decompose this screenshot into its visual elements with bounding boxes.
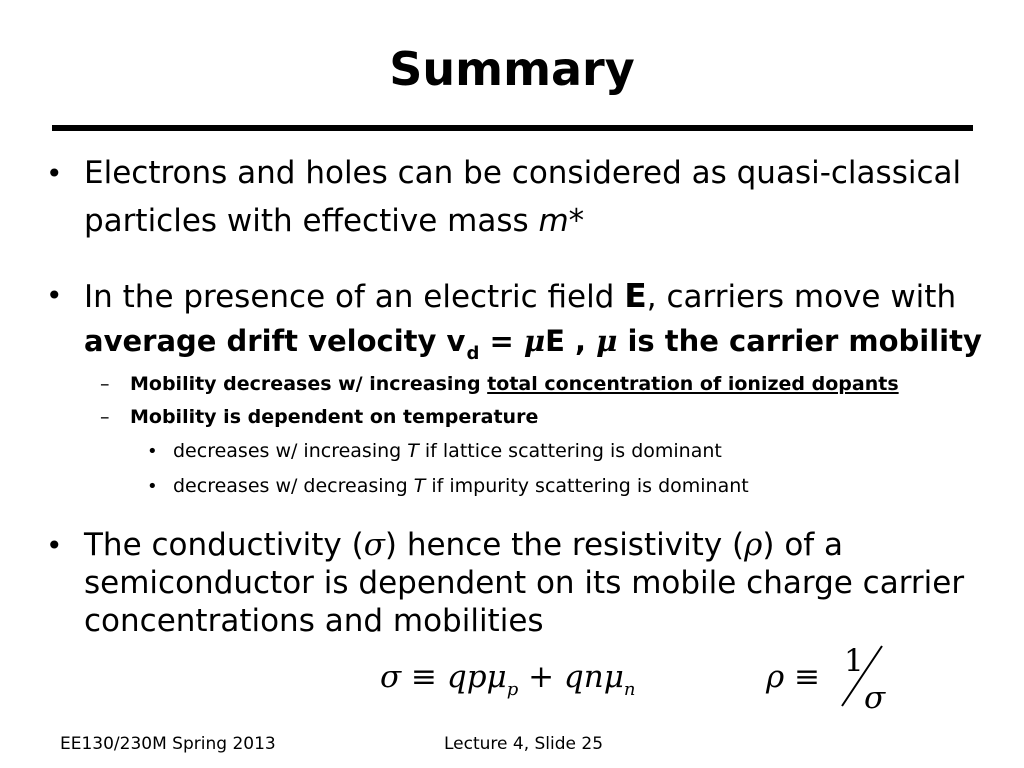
footer-slide-number: Lecture 4, Slide 25	[444, 734, 604, 754]
sub-sub-bullet-1-pre: decreases w/ increasing	[173, 440, 408, 462]
electric-field-symbol: E	[624, 276, 647, 315]
drift-subscript: d	[466, 343, 480, 364]
mu-symbol: μ	[523, 324, 546, 358]
drift-velocity-text: average drift velocity v	[84, 324, 466, 358]
bullet-3-post: ) of a	[762, 527, 844, 563]
rho-symbol: ρ	[744, 527, 763, 563]
effective-mass-symbol: m*	[538, 203, 585, 239]
resistivity-formula	[766, 659, 821, 695]
p-subscript: p	[506, 679, 519, 700]
sigma-symbol: σ	[363, 527, 385, 563]
resistivity-denominator: σ	[864, 680, 886, 716]
sub-sub-bullet-2-post: if impurity scattering is dominant	[425, 475, 749, 497]
bullet-1-text: particles with effective mass	[84, 203, 539, 239]
sub-sub-bullet-2	[173, 476, 749, 497]
bullet-1-line-2	[84, 204, 584, 238]
bullet-2-text: In the presence of an electric field	[84, 279, 625, 315]
bullet-3-pre: The conductivity (	[84, 527, 364, 563]
mu-symbol: μ	[596, 324, 618, 358]
resistivity-numerator: 1	[844, 643, 864, 679]
bullet-1-line-1: Electrons and holes can be considered as quasi-classical	[84, 155, 962, 191]
bullet-marker: •	[46, 279, 63, 312]
conductivity-mid: + qnμ	[518, 659, 624, 695]
bullet-3-line-1	[84, 528, 843, 562]
bullet-2-line-1	[84, 278, 956, 314]
footer-course: EE130/230M Spring 2013	[60, 734, 276, 754]
bullet-3-line-3: concentrations and mobilities	[84, 603, 544, 639]
n-subscript: n	[623, 679, 636, 700]
sub-sub-bullet-2-pre: decreases w/ decreasing	[173, 475, 414, 497]
resistivity-lhs: ρ ≡	[766, 659, 821, 695]
equals-sign: =	[479, 324, 524, 358]
sub-sub-bullet-1	[173, 441, 722, 462]
bullet-3-line-2: semiconductor is dependent on its mobile charge carrier	[84, 565, 965, 601]
conductivity-lhs: σ ≡ qpμ	[380, 659, 507, 695]
conductivity-formula	[380, 659, 636, 700]
bullet-2-tail: , carriers move with	[646, 279, 957, 315]
bullet-marker: •	[46, 529, 63, 562]
bullet-marker: •	[147, 441, 158, 462]
dash-marker: –	[100, 373, 110, 395]
sub-bullet-2: Mobility is dependent on temperature	[130, 406, 539, 428]
bullet-3-mid: ) hence the resistivity (	[384, 527, 745, 563]
temperature-symbol: T	[407, 440, 419, 462]
mobility-text: is the carrier mobility	[617, 324, 982, 358]
sub-bullet-1	[130, 374, 899, 395]
bullet-marker: •	[46, 157, 63, 190]
sub-sub-bullet-1-post: if lattice scattering is dominant	[418, 440, 722, 462]
temperature-symbol: T	[413, 475, 426, 497]
sub-bullet-1-underlined: total concentration of ionized dopants	[487, 373, 899, 395]
bullet-2-line-2	[84, 324, 982, 364]
sub-bullet-1-text: Mobility decreases w/ increasing	[130, 373, 488, 395]
field-symbol: E	[545, 324, 565, 358]
separator: ,	[564, 324, 597, 358]
bullet-marker: •	[147, 476, 158, 497]
dash-marker: –	[100, 406, 110, 428]
slide-title: Summary	[389, 42, 635, 96]
